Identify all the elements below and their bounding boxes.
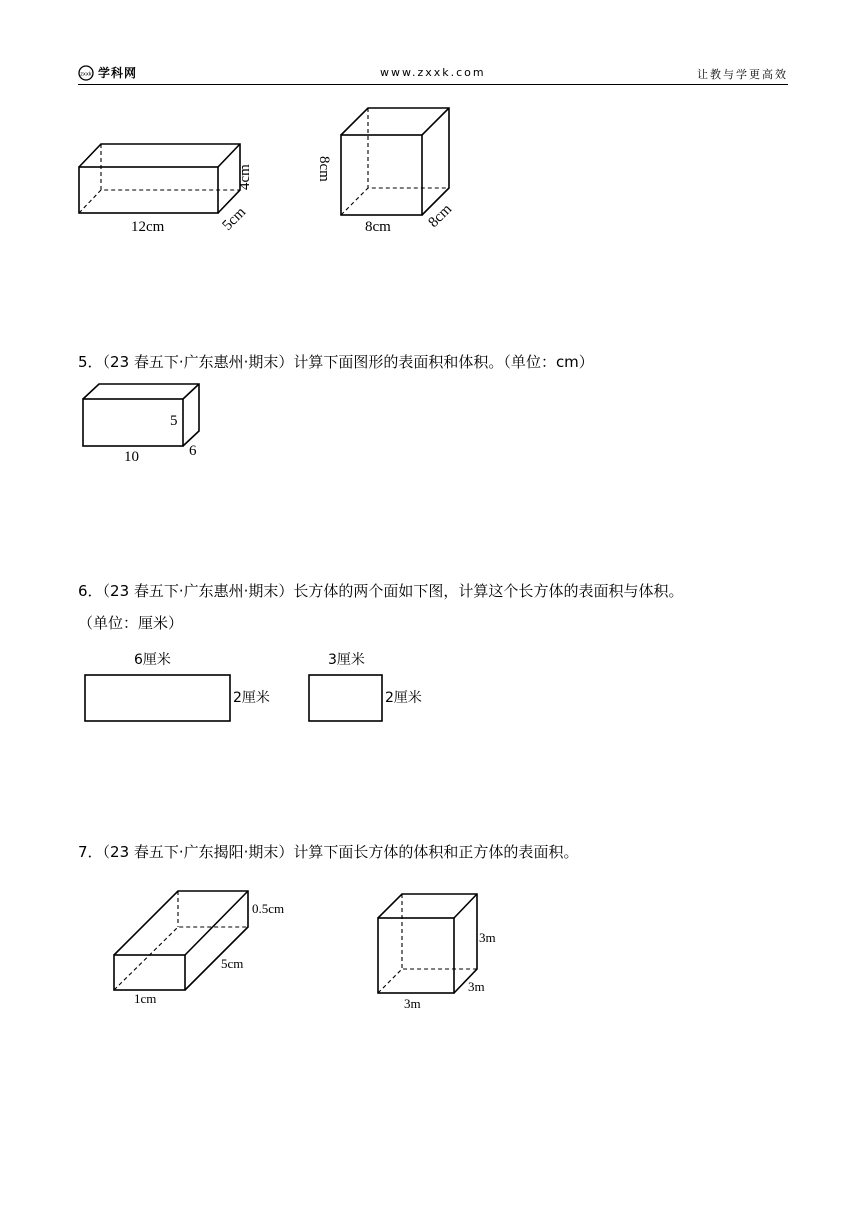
q4-cube-height-label: 8cm [316,156,332,182]
q5-width-label: 6 [189,443,197,459]
q4-cube-width-label: 8cm [425,201,456,231]
q7-cube-drawing [378,894,477,993]
question-5-text: 5．（23 春五下·广东惠州·期末）计算下面图形的表面积和体积。（单位：cm） [78,353,594,371]
q6-face1-top-label: 6厘米 [134,652,171,668]
slogan: 让教与学更高效 [697,68,788,81]
q5-length-label: 10 [124,449,139,465]
question-6-line2: （单位：厘米） [78,614,184,632]
q7-cube-height-label: 3m [479,930,496,945]
q7-cube-width-label: 3m [468,979,485,994]
q7-cube-length-label: 3m [404,996,421,1011]
q4-cuboid-width-label: 5cm [219,204,250,234]
q7-cuboid-drawing [114,891,248,990]
q7-cuboid-length-label: 5cm [221,956,244,971]
logo-text: 学科网 [98,66,138,80]
q4-cube-length-label: 8cm [365,219,391,235]
question-6-line1: 6．（23 春五下·广东惠州·期末）长方体的两个面如下图，计算这个长方体的表面积与体积。 [78,582,684,600]
q7-cuboid-height-label: 0.5cm [252,901,285,916]
question-7-text: 7．（23 春五下·广东揭阳·期末）计算下面长方体的体积和正方体的表面积。 [78,843,579,861]
q7-cuboid-width-label: 1cm [134,991,157,1006]
logo-badge: zxxk [80,71,92,77]
site-url[interactable]: www.zxxk.com [380,66,486,79]
q4-cuboid-length-label: 12cm [131,219,165,235]
q6-face2-side-label: 2厘米 [385,690,422,706]
q6-face1-side-label: 2厘米 [233,690,270,706]
q4-cuboid-height-label: 4cm [237,164,253,190]
q5-height-label: 5 [170,413,178,429]
q6-face2-top-label: 3厘米 [328,652,365,668]
